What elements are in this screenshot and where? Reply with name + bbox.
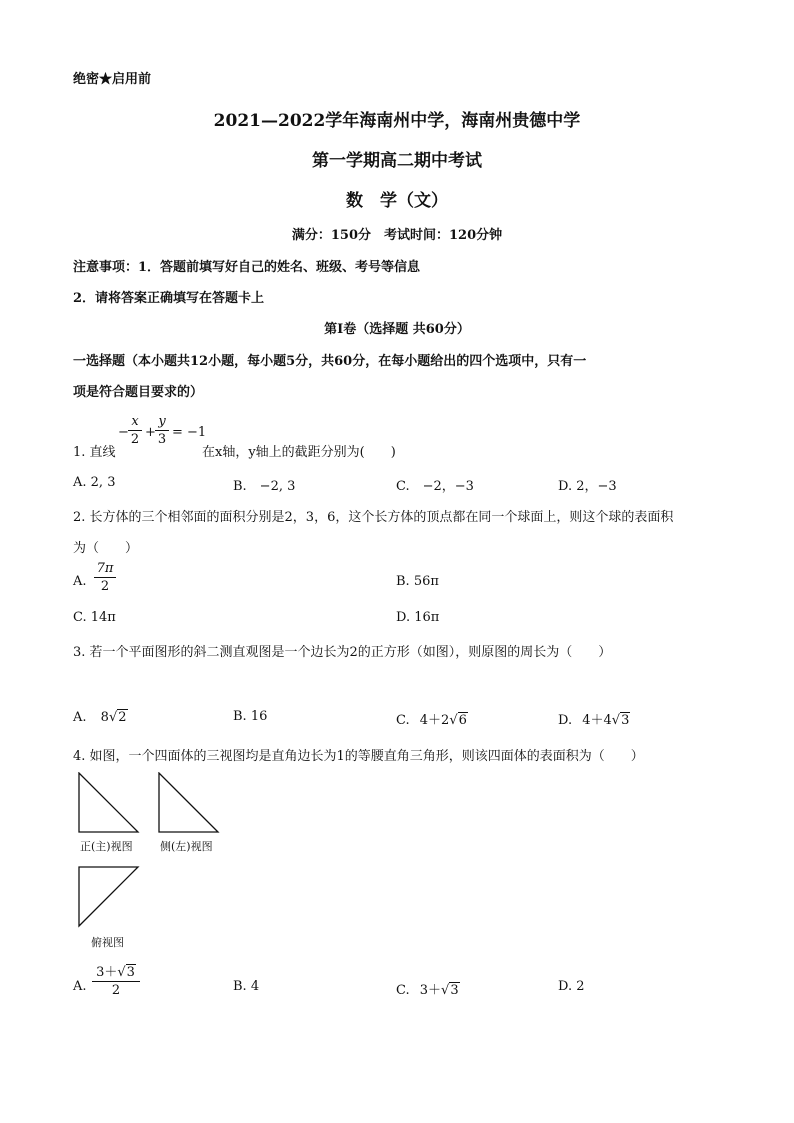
fraction-bar xyxy=(128,430,142,431)
top-view-triangle xyxy=(78,866,140,928)
q4-option-a-label: A. xyxy=(73,979,87,994)
front-view-triangle xyxy=(78,772,140,834)
q1-option-c: C. −2，−3 xyxy=(396,479,474,494)
section-intro-1: 一选择题（本小题共12小题，每小题5分，共60分，在每小题给出的四个选项中，只有一 xyxy=(73,354,587,369)
q3-optd-label: D. xyxy=(558,713,573,728)
fraction-bar xyxy=(155,430,169,431)
q2-option-c: C. 14π xyxy=(73,610,116,625)
note-1: 注意事项：1．答题前填写好自己的姓名、班级、考号等信息 xyxy=(73,260,421,275)
q2-option-a-label: A. xyxy=(73,574,87,589)
q1-option-a: A. 2, 3 xyxy=(73,475,116,490)
score-time: 满分：150分 考试时间：120分钟 xyxy=(291,228,503,243)
fraction-bar xyxy=(94,577,116,578)
sqrt-icon: √ xyxy=(117,965,126,980)
q3-optc-rad: 6 xyxy=(458,713,467,728)
q3-opta-label: A. xyxy=(73,710,87,725)
q1-fraction-x xyxy=(128,414,142,447)
q4-opta-num-rad: 3 xyxy=(126,965,135,980)
q3-optd-pre: 4＋4 xyxy=(582,713,612,728)
title-line-3: 数 学（文） xyxy=(346,191,448,211)
q2-line-2: 为（ ） xyxy=(73,541,139,556)
side-view-triangle xyxy=(158,772,220,834)
q2-option-a-fraction xyxy=(94,561,116,594)
fraction-bar xyxy=(92,981,140,982)
title-line-2: 第一学期高二期中考试 xyxy=(312,151,482,171)
q4-option-a-fraction xyxy=(92,964,140,998)
q3-option-d xyxy=(558,709,630,728)
sqrt-icon: √ xyxy=(611,713,621,728)
q3-option-a xyxy=(73,709,128,725)
sqrt-icon: √ xyxy=(441,983,450,998)
q1-plus: + xyxy=(145,425,156,440)
q4-opta-den: 2 xyxy=(111,983,121,998)
q2-opta-den: 2 xyxy=(100,579,110,594)
title-line-1: 2021—2022学年海南州中学，海南州贵德中学 xyxy=(213,111,581,131)
q4-option-d: D. 2 xyxy=(558,979,585,994)
part-1-title: 第Ⅰ卷（选择题 共60分） xyxy=(324,322,470,337)
top-view-caption: 俯视图 xyxy=(91,936,124,949)
front-view-caption: 正(主)视图 xyxy=(80,840,133,853)
q4-option-c xyxy=(396,979,460,998)
q4-opta-num-pre: 3＋ xyxy=(96,965,118,980)
q3-stem: 3. 若一个平面图形的斜二测直观图是一个边长为2的正方形（如图），则原图的周长为（ ） xyxy=(73,645,612,660)
q1-option-d: D. 2，−3 xyxy=(558,479,617,494)
sqrt-icon: √ xyxy=(449,713,458,728)
q4-stem: 4. 如图，一个四面体的三视图均是直角边长为1的等腰直角三角形，则该四面体的表面积为（ ） xyxy=(73,749,644,764)
q2-opta-num: 7π xyxy=(96,561,114,576)
q3-option-c xyxy=(396,709,468,728)
q1-frac1-num: x xyxy=(131,414,139,429)
secret-label: 绝密★启用前 xyxy=(73,72,152,87)
q3-option-b: B. 16 xyxy=(233,709,268,724)
q2-line-1: 2. 长方体的三个相邻面的面积分别是2，3，6，这个长方体的顶点都在同一个球面上，则这个球的表面积 xyxy=(73,510,674,525)
q3-optd-rad: 3 xyxy=(621,713,630,728)
q4-opta-num xyxy=(92,964,140,980)
q2-option-d: D. 16π xyxy=(396,610,440,625)
q1-frac2-num: y xyxy=(158,414,166,429)
q1-lead: 1. 直线 xyxy=(73,445,116,460)
q4-optc-label: C. xyxy=(396,983,410,998)
q1-minus: − xyxy=(118,425,129,440)
section-intro-2: 项是符合题目要求的） xyxy=(73,385,204,400)
q1-fraction-y xyxy=(155,414,169,447)
q3-optc-label: C. xyxy=(396,713,410,728)
q1-rhs: = −1 xyxy=(172,425,207,440)
q4-option-b: B. 4 xyxy=(233,979,260,994)
q1-option-b: B. −2, 3 xyxy=(233,479,296,494)
q2-option-b: B. 56π xyxy=(396,574,439,589)
q4-optc-rad: 3 xyxy=(450,983,459,998)
note-2: 2．请将答案正确填写在答题卡上 xyxy=(73,291,265,306)
q1-frac2-den: 3 xyxy=(157,432,167,447)
side-view-caption: 侧(左)视图 xyxy=(160,840,213,853)
q1-frac1-den: 2 xyxy=(130,432,140,447)
sqrt-icon: √ xyxy=(108,710,118,725)
q1-tail: 在x轴，y轴上的截距分别为( ) xyxy=(202,445,396,460)
q4-optc-pre: 3＋ xyxy=(419,983,442,998)
q3-opta-rad: 2 xyxy=(118,710,127,725)
q3-opta-coef: 8 xyxy=(100,710,109,725)
q3-optc-pre: 4＋2 xyxy=(419,713,450,728)
